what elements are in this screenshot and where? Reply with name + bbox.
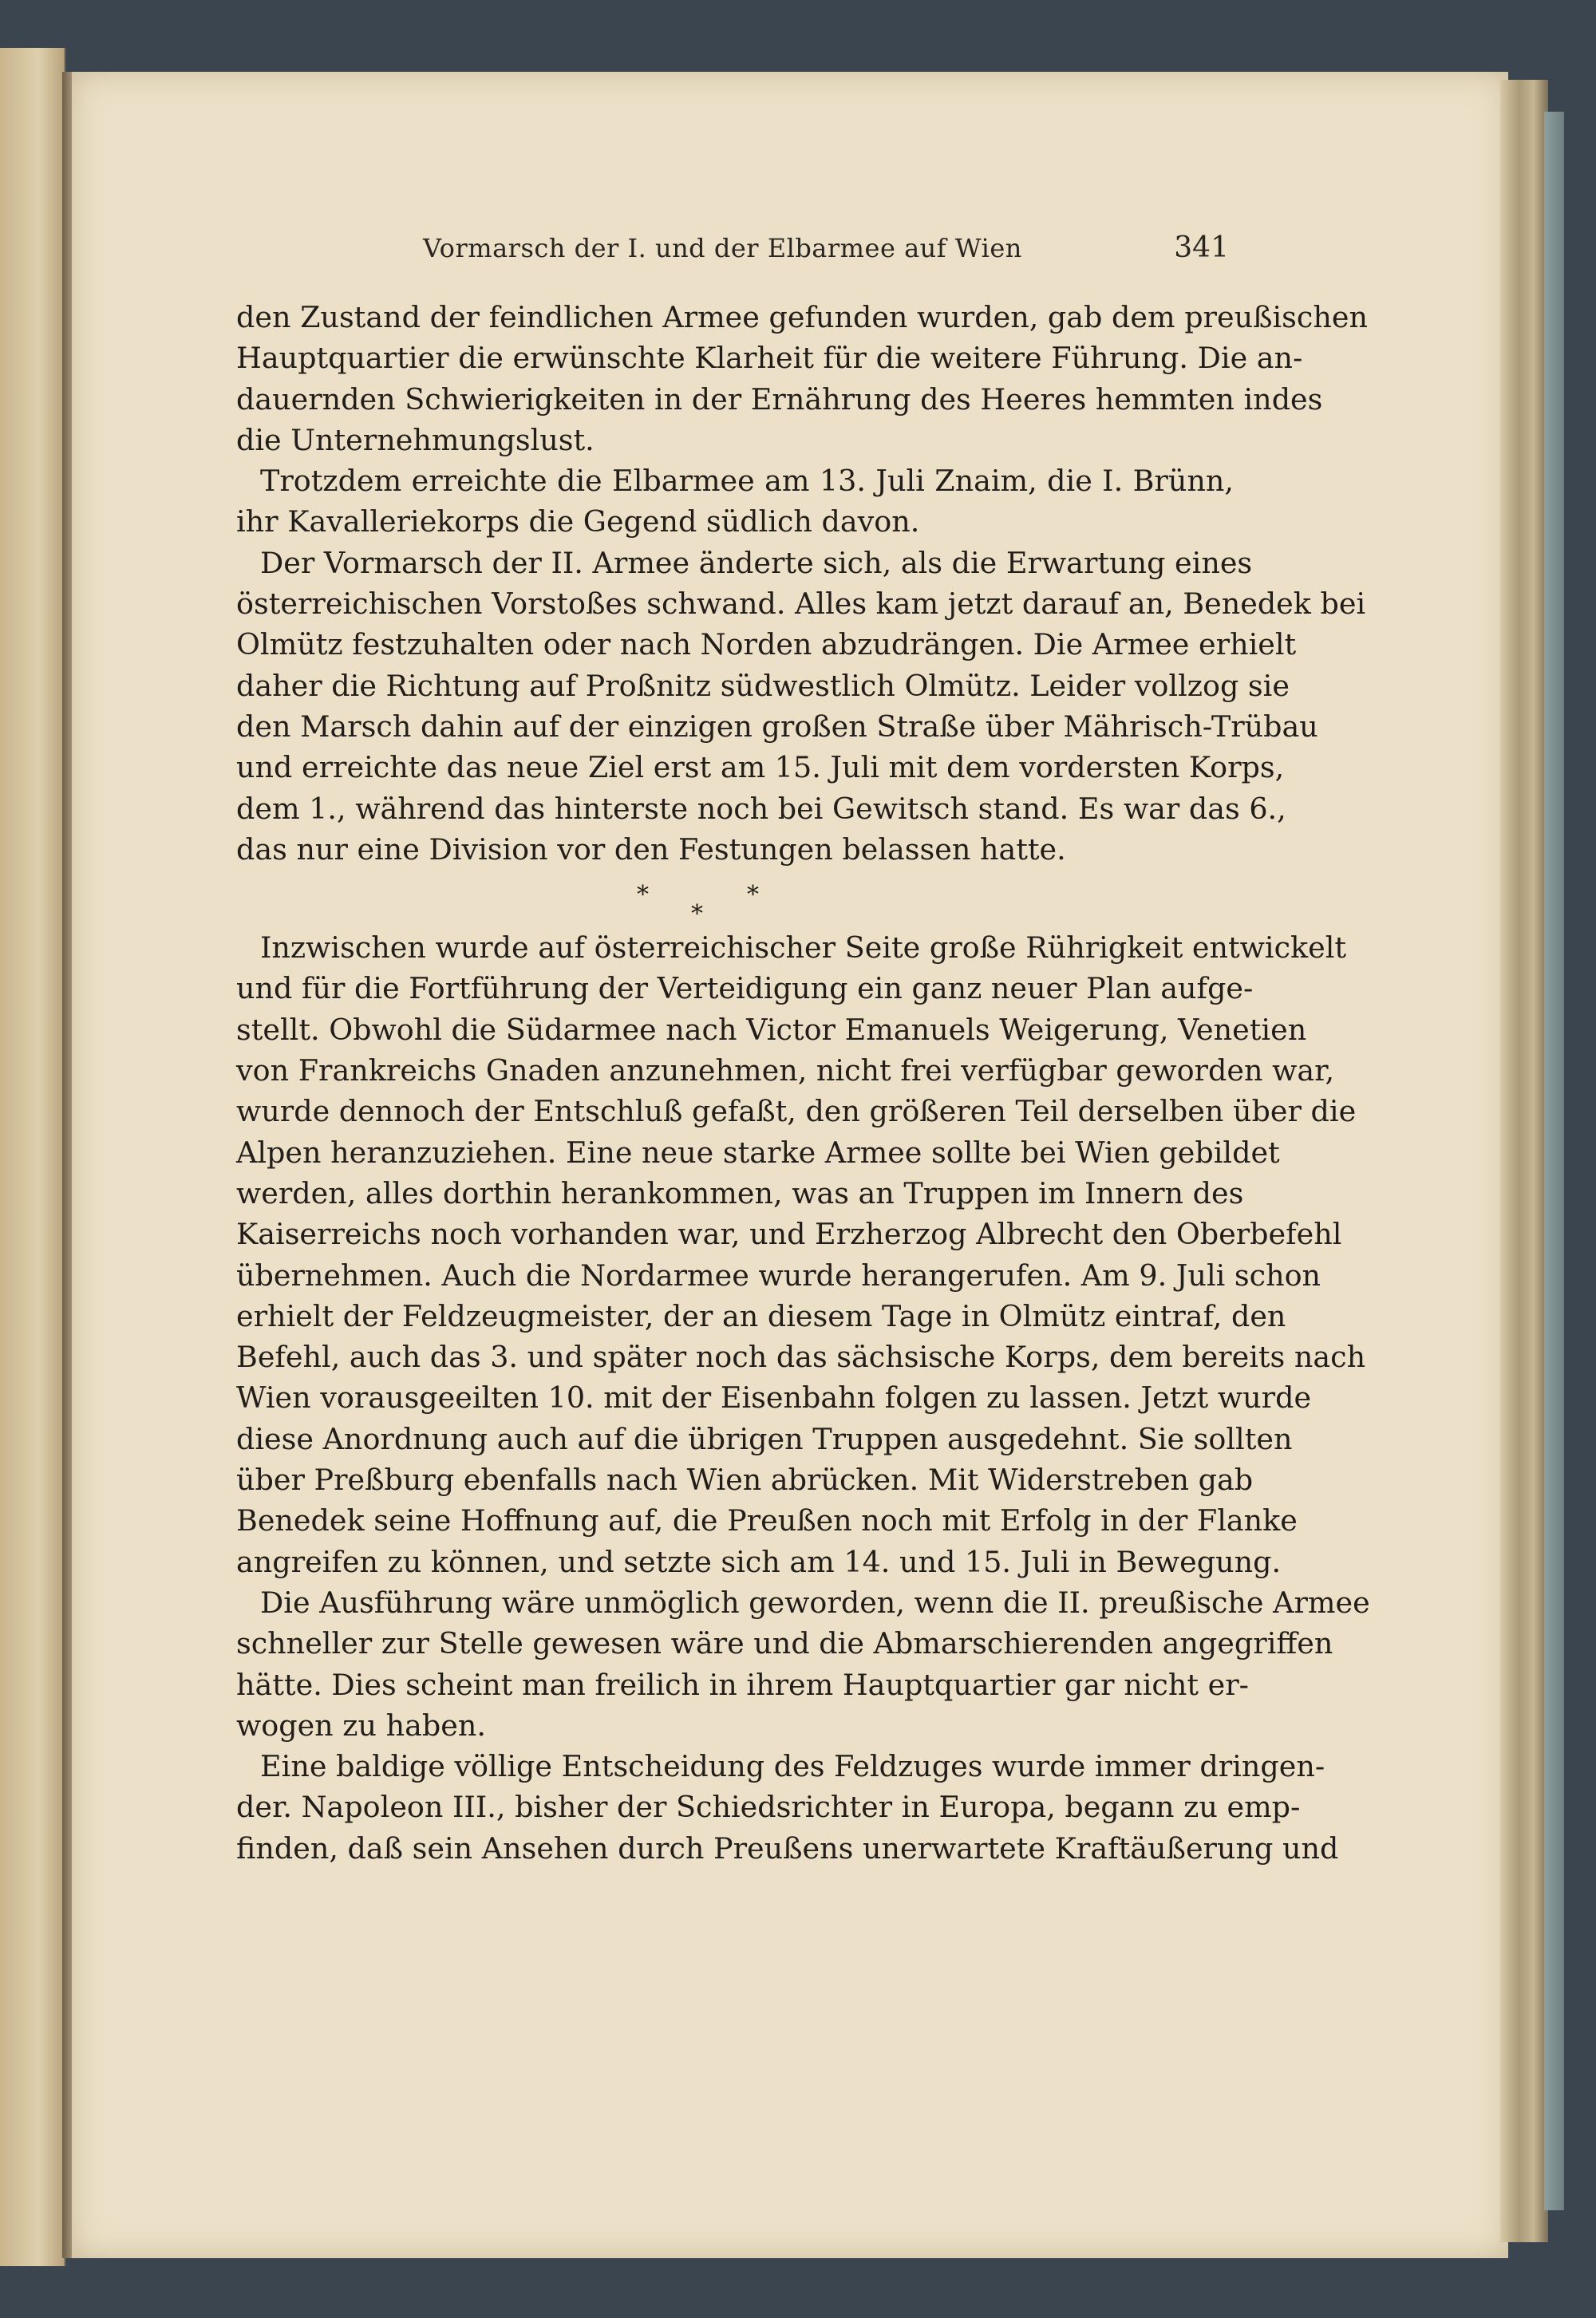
text-line: den Marsch dahin auf der einzigen großen Straße über Mährisch-Trübau [236,709,1318,744]
asterisk: * [691,900,703,929]
asterisk: * [747,881,759,910]
text-line: den Zustand der feindlichen Armee gefunden wurden, gab dem preußischen [236,300,1368,334]
text-line: angreifen zu können, und setzte sich am 14. und 15. Juli in Bewegung. [236,1544,1282,1579]
page-header [239,233,1229,273]
text-line: finden, daß sein Ansehen durch Preußens unerwartete Kraftäußerung und [236,1830,1339,1866]
text-line: und für die Fortführung der Verteidigung ein ganz neuer Plan aufge- [236,971,1254,1006]
text-line: das nur eine Division vor den Festungen belassen hatte. [236,831,1066,867]
body-text [236,297,1370,1869]
text-line: Wien vorausgeeilten 10. mit der Eisenbahn folgen zu lassen. Jetzt wurde [236,1380,1312,1416]
text-line: Olmütz festzuhalten oder nach Norden abzudrängen. Die Armee erhielt [236,627,1297,662]
text-line: Inzwischen wurde auf österreichischer Seite große Rührigkeit entwickelt [260,930,1347,966]
text-line: übernehmen. Auch die Nordarmee wurde herangerufen. Am 9. Juli schon [236,1258,1321,1293]
text-line: Der Vormarsch der II. Armee änderte sich, als die Erwartung eines [260,545,1253,580]
paragraph [236,460,1234,543]
text-line: Trotzdem erreichte die Elbarmee am 13. Juli Znaim, die I. Brünn, [260,464,1234,499]
book-cover-edge [1544,112,1564,2210]
paragraph [236,927,1366,1582]
section-separator [236,870,1234,927]
text-line: Alpen heranzuziehen. Eine neue starke Armee sollte bei Wien gebildet [236,1135,1280,1170]
text-line: und erreichte das neue Ziel erst am 15. Juli mit dem vordersten Korps, [236,750,1285,785]
text-line: Benedek seine Hoffnung auf, die Preußen noch mit Erfolg in der Flanke [236,1503,1298,1538]
text-line: von Frankreichs Gnaden anzunehmen, nicht frei verfügbar geworden war, [236,1053,1335,1088]
text-line: ihr Kavalleriekorps die Gegend südlich davon. [236,504,920,539]
text-line: Die Ausführung wäre unmöglich geworden, wenn die II. preußische Armee [260,1585,1370,1620]
text-line: stellt. Obwohl die Südarmee nach Victor Emanuels Weigerung, Venetien [236,1012,1307,1047]
text-line: erhielt der Feldzeugmeister, der an diesem Tage in Olmütz eintraf, den [236,1298,1286,1333]
text-line: werden, alles dorthin herankommen, was an Truppen im Innern des [236,1175,1244,1210]
page-stack-edge [1500,80,1548,2242]
text-line: über Preßburg ebenfalls nach Wien abrücken. Mit Widerstreben gab [236,1463,1254,1498]
paragraph [236,297,1368,460]
text-line: daher die Richtung auf Proßnitz südwestlich Olmütz. Leider vollzog sie [236,668,1290,703]
text-line: schneller zur Stelle gewesen wäre und die Abmarschierenden angegriffen [236,1626,1333,1661]
text-line: wurde dennoch der Entschluß gefaßt, den größeren Teil derselben über die [236,1094,1357,1129]
text-line: österreichischen Vorstoßes schwand. Alles kam jetzt darauf an, Benedek bei [236,586,1366,622]
text-line: Kaiserreichs noch vorhanden war, und Erzherzog Albrecht den Oberbefehl [236,1217,1342,1252]
asterisk: * [637,881,649,910]
left-page-edge [0,48,65,2266]
running-head: Vormarsch der I. und der Elbarmee auf Wien [423,233,1022,263]
text-line: hätte. Dies scheint man freilich in ihrem Hauptquartier gar nicht er- [236,1667,1250,1702]
text-line: Befehl, auch das 3. und später noch das sächsische Korps, dem bereits nach [236,1340,1366,1375]
text-line: dem 1., während das hinterste noch bei Gewitsch stand. Es war das 6., [236,791,1286,826]
paragraph [236,1582,1370,1746]
text-line: diese Anordnung auch auf die übrigen Truppen ausgedehnt. Sie sollten [236,1421,1293,1456]
text-line: der. Napoleon III., bisher der Schiedsrichter in Europa, begann zu emp- [236,1790,1301,1825]
paragraph [236,543,1366,870]
text-line: wogen zu haben. [236,1708,486,1743]
text-line: dauernden Schwierigkeiten in der Ernährung des Heeres hemmten indes [236,381,1323,417]
page-number: 341 [1174,231,1229,264]
text-line: die Unternehmungslust. [236,422,595,457]
text-line: Hauptquartier die erwünschte Klarheit für die weitere Führung. Die an- [236,341,1303,376]
paragraph [236,1746,1339,1869]
text-line: Eine baldige völlige Entscheidung des Feldzuges wurde immer dringen- [260,1749,1325,1784]
